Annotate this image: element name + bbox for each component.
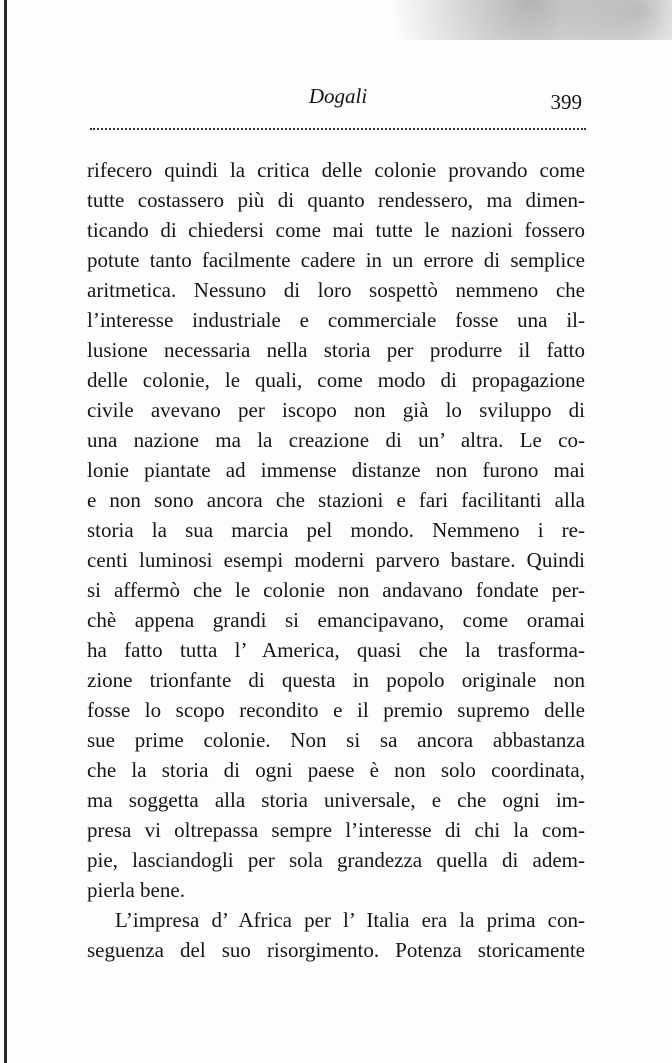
page-number: 399: [550, 90, 582, 114]
body-text: [87, 155, 585, 965]
text-line: che la storia di ogni paese è non solo coordinata,: [87, 758, 585, 782]
text-line: aritmetica. Nessuno di loro sospettò nemmeno che: [87, 278, 585, 302]
text-line: ha fatto tutta l’ America, quasi che la trasforma-: [87, 638, 585, 662]
text-line: sue prime colonie. Non si sa ancora abbastanza: [87, 728, 585, 752]
text-line: zione trionfante di questa in popolo originale non: [87, 668, 585, 692]
text-line: seguenza del suo risorgimento. Potenza storicamente: [87, 938, 585, 962]
text-line: civile avevano per iscopo non già lo sviluppo di: [87, 398, 585, 422]
page-header: [90, 84, 586, 124]
text-line: centi luminosi esempi moderni parvero bastare. Quindi: [87, 548, 585, 572]
text-line: l’interesse industriale e commerciale fosse una il-: [87, 308, 585, 332]
running-title: Dogali: [308, 84, 368, 108]
page-binding-edge: [4, 0, 7, 1063]
page-edge-shadow: [0, 0, 672, 40]
text-line: si affermò che le colonie non andavano fondate per-: [87, 578, 585, 602]
text-line: lusione necessaria nella storia per produrre il fatto: [87, 338, 585, 362]
text-line: fosse lo scopo recondito e il premio supremo delle: [87, 698, 585, 722]
text-line: lonie piantate ad immense distanze non furono mai: [87, 458, 585, 482]
text-line: ma soggetta alla storia universale, e che ogni im-: [87, 788, 585, 812]
paragraph-end-line: pierla bene.: [87, 878, 185, 902]
text-line: e non sono ancora che stazioni e fari facilitanti alla: [87, 488, 585, 512]
text-line: una nazione ma la creazione di un’ altra. Le co-: [87, 428, 585, 452]
paragraph-first-line: L’impresa d’ Africa per l’ Italia era la prima con-: [115, 908, 585, 932]
text-line: tutte costassero più di quanto rendessero, ma dimen-: [87, 188, 585, 212]
text-line: presa vi oltrepassa sempre l’interesse di chi la com-: [87, 818, 585, 842]
text-line: storia la sua marcia pel mondo. Nemmeno i re-: [87, 518, 585, 542]
text-line: chè appena grandi si emancipavano, come oramai: [87, 608, 585, 632]
header-divider: [90, 128, 586, 130]
text-line: rifecero quindi la critica delle colonie provando come: [87, 158, 585, 182]
text-line: delle colonie, le quali, come modo di propagazione: [87, 368, 585, 392]
text-line: potute tanto facilmente cadere in un errore di semplice: [87, 248, 585, 272]
text-line: pie, lasciandogli per sola grandezza quella di adem-: [87, 848, 585, 872]
text-line: ticando di chiedersi come mai tutte le nazioni fossero: [87, 218, 585, 242]
